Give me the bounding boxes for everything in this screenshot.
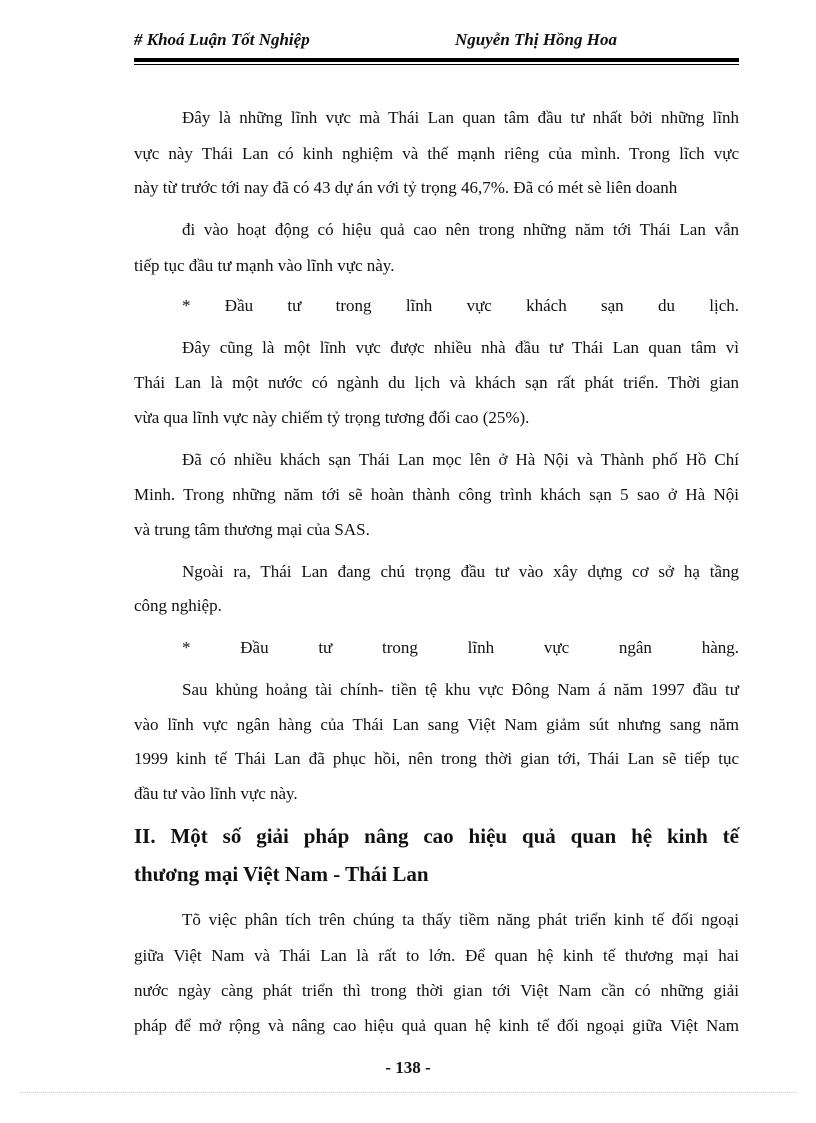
section-heading: thương mại Việt Nam - Thái Lan: [134, 862, 429, 886]
body-line: vừa qua lĩnh vực này chiếm tỷ trọng tương đối cao (25%).: [134, 408, 530, 427]
bullet-line: * Đầu tư trong lĩnh vực ngân hàng.: [182, 638, 739, 657]
body-line: Đây là những lĩnh vực mà Thái Lan quan tâm đầu tư nhất bởi những lĩnh: [182, 108, 739, 127]
body-line: giữa Việt Nam và Thái Lan là rất to lớn. Để quan hệ kinh tế thương mại hai: [134, 946, 739, 965]
body-line: Đây cũng là một lĩnh vực được nhiều nhà đầu tư Thái Lan quan tâm vì: [182, 338, 739, 357]
body-line: Sau khủng hoảng tài chính- tiền tệ khu vực Đông Nam á năm 1997 đầu tư: [182, 680, 739, 699]
body-line: Đã có nhiều khách sạn Thái Lan mọc lên ở Hà Nội và Thành phố Hồ Chí: [182, 450, 739, 469]
header-rule-thick: [134, 58, 739, 62]
header-author: Nguyễn Thị Hồng Hoa: [455, 30, 617, 49]
body-line: tiếp tục đầu tư mạnh vào lĩnh vực này.: [134, 256, 395, 275]
body-line: Tõ việc phân tích trên chúng ta thấy tiềm năng phát triển kinh tế đối ngoại: [182, 910, 739, 929]
header-title: # Khoá Luận Tốt Nghiệp: [134, 30, 310, 49]
body-line: Ngoài ra, Thái Lan đang chú trọng đầu tư vào xây dựng cơ sở hạ tầng: [182, 562, 739, 581]
body-line: pháp để mở rộng và nâng cao hiệu quả quan hệ kinh tế đối ngoại giữa Việt Nam: [134, 1016, 739, 1035]
page-number: - 138 -: [385, 1058, 431, 1077]
body-line: và trung tâm thương mại của SAS.: [134, 520, 370, 539]
body-line: vào lĩnh vực ngân hàng của Thái Lan sang Việt Nam giảm sút nhưng sang năm: [134, 715, 739, 734]
body-line: công nghiệp.: [134, 596, 222, 615]
body-line: Minh. Trong những năm tới sẽ hoàn thành công trình khách sạn 5 sao ở Hà Nội: [134, 485, 739, 504]
body-line: Thái Lan là một nước có ngành du lịch và khách sạn rất phát triển. Thời gian: [134, 373, 739, 392]
body-line: đi vào hoạt động có hiệu quả cao nên trong những năm tới Thái Lan vẫn: [182, 220, 739, 239]
body-line: này từ trước tới nay đã có 43 dự án với tỷ trọng 46,7%. Đã có mét sè liên doanh: [134, 178, 678, 197]
body-line: nước ngày càng phát triển thì trong thời gian tới Việt Nam cần có những giải: [134, 981, 739, 1000]
page-bottom-divider: [20, 1092, 796, 1093]
body-line: vực này Thái Lan có kinh nghiệm và thế mạnh riêng của mình. Trong lĩch vực: [134, 144, 739, 163]
section-heading: II. Một số giải pháp nâng cao hiệu quả quan hệ kinh tế: [134, 824, 739, 848]
header-rule-thin: [134, 64, 739, 65]
body-line: 1999 kinh tế Thái Lan đã phục hồi, nên trong thời gian tới, Thái Lan sẽ tiếp tục: [134, 749, 739, 768]
bullet-line: * Đầu tư trong lĩnh vực khách sạn du lịch.: [182, 296, 739, 315]
body-line: đầu tư vào lĩnh vực này.: [134, 784, 298, 803]
